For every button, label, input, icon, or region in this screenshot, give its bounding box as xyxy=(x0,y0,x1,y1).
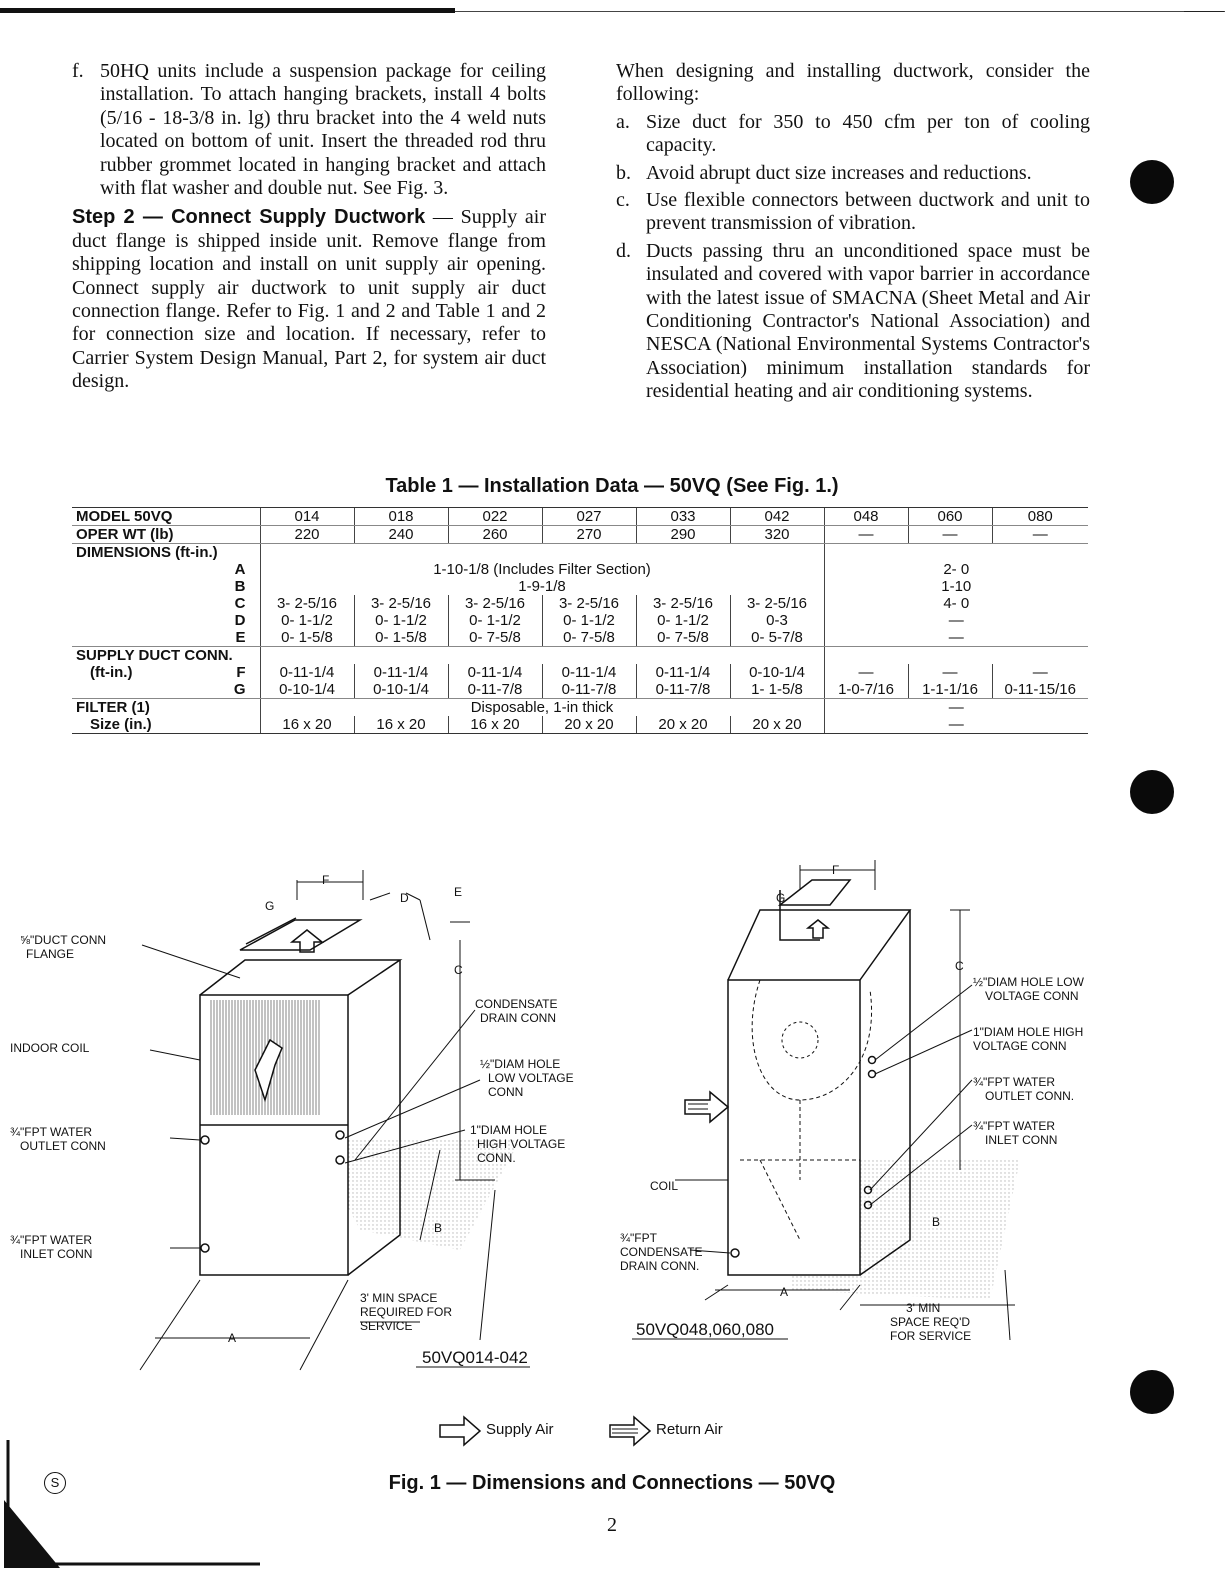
low-voltage-label: ½"DIAM HOLE LOW xyxy=(973,975,1084,989)
item-b xyxy=(616,162,1090,185)
row-label xyxy=(72,664,260,681)
dim-f-label: F xyxy=(832,863,840,877)
return-air-label: Return Air xyxy=(656,1421,723,1438)
registration-mark-icon: S xyxy=(44,1472,66,1494)
table-cell: 1-10-1/8 (Includes Filter Section) xyxy=(260,561,824,578)
dim-b-label: B xyxy=(434,1221,443,1235)
water-outlet-label: ¾"FPT WATER xyxy=(10,1125,93,1139)
table-cell: 3- 2-5/16 xyxy=(260,595,354,612)
table-cell: — xyxy=(824,699,1088,717)
item-text: Avoid abrupt duct size increases and reductions. xyxy=(646,161,1032,184)
table-cell: 16 x 20 xyxy=(260,716,354,733)
right-unit-drawing xyxy=(675,860,1020,1340)
table-row xyxy=(72,681,1088,699)
table-cell: — xyxy=(824,612,1088,629)
dim-a-label: A xyxy=(228,1331,237,1345)
row-label: Size (in.) xyxy=(90,716,152,733)
table-cell: 220 xyxy=(260,526,354,544)
ductwork-intro: When designing and installing ductwork, consider the following: xyxy=(616,60,1090,106)
item-marker: c. xyxy=(616,189,630,212)
row-label: G xyxy=(72,681,260,699)
table-cell: 1- 1-5/8 xyxy=(730,681,824,699)
condensate-label-2: DRAIN CONN xyxy=(480,1011,557,1025)
top-rule-thick xyxy=(0,8,455,13)
table-row xyxy=(72,544,1088,562)
table-row xyxy=(72,629,1088,647)
model-cell: 027 xyxy=(542,508,636,526)
table-cell: 0- 7-5/8 xyxy=(542,629,636,647)
right-model-caption: 50VQ048,060,080 xyxy=(636,1320,775,1339)
table-cell: 0-11-1/4 xyxy=(448,664,542,681)
water-outlet-label: ¾"FPT WATER xyxy=(973,1075,1056,1089)
table-cell: — xyxy=(824,664,908,681)
table-cell: 0- 1-1/2 xyxy=(542,612,636,629)
table-cell: 20 x 20 xyxy=(636,716,730,733)
service-space-label-2: SPACE REQ'D xyxy=(890,1315,971,1329)
page-number: 2 xyxy=(607,1514,617,1536)
condensate-label: ¾"FPT xyxy=(620,1231,657,1245)
water-inlet-label: ¾"FPT WATER xyxy=(973,1119,1056,1133)
table-cell: 0- 1-1/2 xyxy=(260,612,354,629)
table-cell: 2- 0 xyxy=(824,561,1088,578)
right-text-column xyxy=(616,60,1090,404)
model-cell: 014 xyxy=(260,508,354,526)
table-cell: — xyxy=(992,526,1088,544)
item-marker: b. xyxy=(616,161,631,184)
left-model-caption: 50VQ014-042 xyxy=(422,1348,528,1367)
table-row xyxy=(72,578,1088,595)
water-inlet-label-2: INLET CONN xyxy=(985,1133,1058,1147)
figure-caption: Fig. 1 — Dimensions and Connections — 50VQ xyxy=(388,1472,836,1494)
table-row xyxy=(72,664,1088,681)
table-cell: 3- 2-5/16 xyxy=(354,595,448,612)
step-2-title: Step 2 — Connect Supply Ductwork xyxy=(72,206,426,229)
water-outlet-label-2: OUTLET CONN xyxy=(20,1139,106,1153)
item-text: Ducts passing thru an unconditioned space must be insulated and covered with vapor barrier in accordance with the latest issue of SMACNA (Sheet Metal and Air Conditioning Contractor's National Association) and NESCA (National Environmental Systems Contractor's Association) minimum installation standards for residential heating and air conditioning systems. xyxy=(646,239,1090,403)
table-cell: 0-10-1/4 xyxy=(730,664,824,681)
table-cell: 0- 7-5/8 xyxy=(448,629,542,647)
figure-1-diagram xyxy=(10,860,1160,1420)
table-cell: 0-11-7/8 xyxy=(542,681,636,699)
condensate-label-2: CONDENSATE xyxy=(620,1245,703,1259)
table-cell: 0-11-1/4 xyxy=(542,664,636,681)
table-cell: 3- 2-5/16 xyxy=(636,595,730,612)
table-cell: 0- 1-1/2 xyxy=(448,612,542,629)
row-label: E xyxy=(72,629,260,647)
row-label: MODEL 50VQ xyxy=(72,508,260,526)
table-cell: 1-0-7/16 xyxy=(824,681,908,699)
table-row xyxy=(72,595,1088,612)
table-cell: 20 x 20 xyxy=(730,716,824,733)
table-row xyxy=(72,561,1088,578)
table-row xyxy=(72,526,1088,544)
model-cell: 042 xyxy=(730,508,824,526)
row-label: A xyxy=(234,561,246,578)
dim-e-label: E xyxy=(454,885,463,899)
table-cell: 20 x 20 xyxy=(542,716,636,733)
low-voltage-label: ½"DIAM HOLE xyxy=(480,1057,561,1071)
table-row xyxy=(72,699,1088,717)
dim-f-label: F xyxy=(322,873,330,887)
row-label: OPER WT (lb) xyxy=(72,526,260,544)
dim-c-label: C xyxy=(955,959,964,973)
table-cell: — xyxy=(908,526,992,544)
step-2-separator: — xyxy=(425,206,461,229)
item-text: Size duct for 350 to 450 cfm per ton of cooling capacity. xyxy=(646,110,1090,157)
model-cell: 060 xyxy=(908,508,992,526)
model-cell: 048 xyxy=(824,508,908,526)
low-voltage-label-3: CONN xyxy=(488,1085,524,1099)
model-cell: 018 xyxy=(354,508,448,526)
table-cell: 0-10-1/4 xyxy=(260,681,354,699)
table-row xyxy=(72,716,1088,733)
table-cell: 0- 1-1/2 xyxy=(354,612,448,629)
binder-hole xyxy=(1130,160,1174,204)
service-space-label: 3' MIN xyxy=(906,1301,941,1315)
item-f xyxy=(72,60,546,200)
table-cell: 0-11-15/16 xyxy=(992,681,1088,699)
row-label: B xyxy=(234,578,246,595)
top-right-dash xyxy=(1184,11,1224,12)
dim-g-label: G xyxy=(265,899,275,913)
condensate-label: CONDENSATE xyxy=(475,997,558,1011)
left-text-column xyxy=(72,60,546,394)
duct-flange-label: ⅝"DUCT CONN xyxy=(20,933,107,947)
table-cell: 3- 2-5/16 xyxy=(448,595,542,612)
model-cell: 080 xyxy=(992,508,1088,526)
supply-unit-label: (ft-in.) xyxy=(90,664,133,681)
table-cell xyxy=(824,544,1088,562)
item-marker: d. xyxy=(616,239,631,262)
table-cell: 0- 1-5/8 xyxy=(354,629,448,647)
dim-b-label: B xyxy=(932,1215,941,1229)
table-cell: 16 x 20 xyxy=(354,716,448,733)
table-cell: 0- 5-7/8 xyxy=(730,629,824,647)
return-air-arrow-icon xyxy=(608,1415,652,1447)
table-row xyxy=(72,508,1088,526)
row-label: C xyxy=(234,595,246,612)
table-cell: 0-11-7/8 xyxy=(448,681,542,699)
item-text: Use flexible connectors between ductwork and unit to prevent transmission of vibration. xyxy=(646,189,1090,235)
high-voltage-label-3: CONN. xyxy=(477,1151,516,1165)
table-row xyxy=(72,647,1088,665)
service-space-label-3: FOR SERVICE xyxy=(890,1329,972,1343)
table-cell: 16 x 20 xyxy=(448,716,542,733)
high-voltage-label-2: VOLTAGE CONN xyxy=(973,1039,1067,1053)
item-text: 50HQ units include a suspension package for ceiling installation. To attach hanging brackets, install 4 bolts (5/16 - 18-3/8 in. lg) thru bracket into the 4 weld nuts located on bottom of unit. Insert the threaded rod thru rubber grommet located in hanging bracket and attach with flat washer and double nut. See Fig. 3. xyxy=(100,60,546,200)
table-cell: 3- 2-5/16 xyxy=(730,595,824,612)
model-cell: 033 xyxy=(636,508,730,526)
water-outlet-label-2: OUTLET CONN. xyxy=(985,1089,1075,1103)
duct-flange-label-2: FLANGE xyxy=(26,947,75,961)
table-cell xyxy=(260,647,824,665)
model-cell: 022 xyxy=(448,508,542,526)
item-d xyxy=(616,240,1090,404)
step-2-text: Supply air duct flange is shipped inside unit. Remove flange from shipping location and install on unit supply air opening. Connect supply air ductwork to unit supply air duct connection flange. Refer to Fig. 1 and 2 and Table 1 and 2 for connection size and location. If necessary, refer to Carrier System Design Manual, Part 2, for system air duct design. xyxy=(72,206,546,393)
table-cell: 0-11-1/4 xyxy=(354,664,448,681)
table-cell: 0-11-7/8 xyxy=(636,681,730,699)
table-cell: 320 xyxy=(730,526,824,544)
item-a xyxy=(616,111,1090,158)
coil-label: COIL xyxy=(650,1179,679,1193)
step-2-paragraph xyxy=(72,206,546,393)
table-cell xyxy=(260,544,824,562)
table-cell: 0-3 xyxy=(730,612,824,629)
condensate-label-3: DRAIN CONN. xyxy=(620,1259,700,1273)
high-voltage-label-2: HIGH VOLTAGE xyxy=(477,1137,566,1151)
row-label: SUPPLY DUCT CONN. xyxy=(76,647,233,664)
table-cell: 4- 0 xyxy=(824,595,1088,612)
table-cell: 0-11-1/4 xyxy=(636,664,730,681)
table-cell: — xyxy=(992,664,1088,681)
table-cell: 0-10-1/4 xyxy=(354,681,448,699)
row-label: FILTER (1) xyxy=(76,699,150,716)
dim-a-label: A xyxy=(780,1285,789,1299)
table-cell: 270 xyxy=(542,526,636,544)
service-space-label-2: REQUIRED FOR xyxy=(360,1305,453,1319)
table-cell: 0- 1-5/8 xyxy=(260,629,354,647)
table-cell: 0- 7-5/8 xyxy=(636,629,730,647)
table-cell: 240 xyxy=(354,526,448,544)
water-inlet-label-2: INLET CONN xyxy=(20,1247,93,1261)
table-cell: — xyxy=(908,664,992,681)
row-label: DIMENSIONS (ft-in.) xyxy=(76,544,218,561)
table-1-title: Table 1 — Installation Data — 50VQ (See Fig. 1.) xyxy=(385,475,839,497)
table-cell: 0- 1-1/2 xyxy=(636,612,730,629)
table-cell: — xyxy=(824,629,1088,647)
table-cell: 260 xyxy=(448,526,542,544)
left-unit-drawing xyxy=(140,870,520,1460)
indoor-coil-label: INDOOR COIL xyxy=(10,1041,90,1055)
high-voltage-label: 1"DIAM HOLE HIGH xyxy=(973,1025,1084,1039)
top-rule-thin xyxy=(455,11,1225,12)
table-cell: 3- 2-5/16 xyxy=(542,595,636,612)
dim-c-label: C xyxy=(454,963,463,977)
high-voltage-label: 1"DIAM HOLE xyxy=(470,1123,547,1137)
item-marker: f. xyxy=(72,60,84,82)
supply-f-label: F xyxy=(236,664,246,681)
table-cell: 290 xyxy=(636,526,730,544)
supply-air-label: Supply Air xyxy=(486,1421,554,1438)
table-row xyxy=(72,612,1088,629)
binder-hole xyxy=(1130,770,1174,814)
page-corner-shadow xyxy=(0,1440,270,1584)
dim-g-label: G xyxy=(776,891,786,905)
low-voltage-label-2: VOLTAGE CONN xyxy=(985,989,1079,1003)
low-voltage-label-2: LOW VOLTAGE xyxy=(488,1071,574,1085)
water-inlet-label: ¾"FPT WATER xyxy=(10,1233,93,1247)
table-cell: Disposable, 1-in thick xyxy=(260,699,824,717)
installation-data-table xyxy=(72,507,1088,734)
supply-air-arrow-icon xyxy=(438,1415,482,1447)
service-space-label: 3' MIN SPACE xyxy=(360,1291,438,1305)
item-marker: a. xyxy=(616,110,630,133)
table-cell: 1-10 xyxy=(824,578,1088,595)
table-cell: 0-11-1/4 xyxy=(260,664,354,681)
row-label: D xyxy=(234,612,246,629)
item-c xyxy=(616,189,1090,236)
table-cell: 1-9-1/8 xyxy=(260,578,824,595)
table-cell: — xyxy=(824,526,908,544)
table-cell: 1-1-1/16 xyxy=(908,681,992,699)
service-space-label-3: SERVICE xyxy=(360,1319,413,1333)
table-cell: — xyxy=(824,716,1088,733)
table-cell xyxy=(824,647,1088,665)
dim-d-label: D xyxy=(400,891,409,905)
